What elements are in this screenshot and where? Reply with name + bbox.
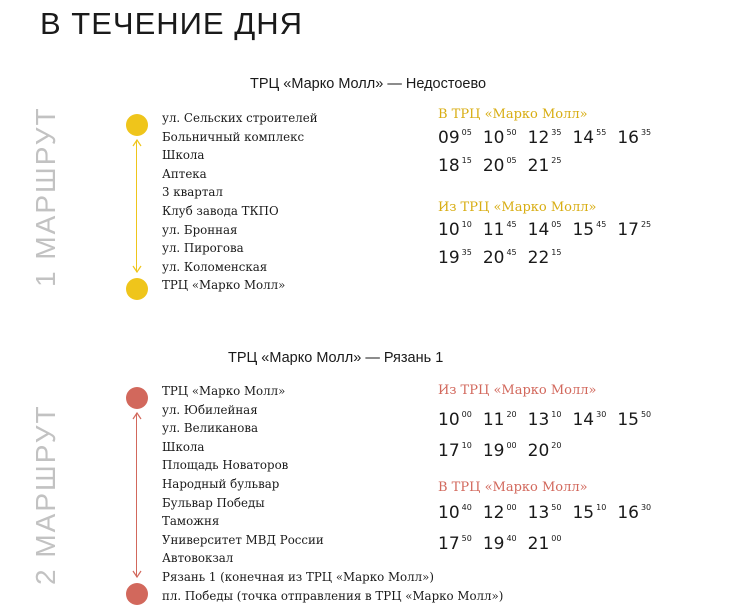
time-minutes: 25 xyxy=(640,220,652,229)
departure-time xyxy=(617,128,651,148)
time-minutes: 45 xyxy=(596,220,607,229)
time-hour: 12 xyxy=(527,128,550,148)
time-hour: 11 xyxy=(482,410,505,430)
route-2-direction-label: В ТРЦ «Марко Молл» xyxy=(438,480,588,495)
time-row xyxy=(438,534,572,554)
departure-time xyxy=(438,156,472,176)
stop-item: ТРЦ «Марко Молл» xyxy=(162,278,286,293)
time-minutes: 45 xyxy=(506,248,517,257)
route-1-label: 1 МАРШРУТ xyxy=(30,106,61,287)
time-hour: 15 xyxy=(572,503,595,523)
time-hour: 11 xyxy=(482,220,505,240)
time-hour: 17 xyxy=(438,441,460,461)
time-row xyxy=(438,503,662,523)
departure-time xyxy=(438,248,472,268)
departure-time xyxy=(483,410,517,430)
departure-time xyxy=(572,410,606,430)
route-1-start-dot xyxy=(126,114,148,136)
stop-item: ул. Великанова xyxy=(162,421,258,436)
time-hour: 17 xyxy=(617,220,639,240)
stop-item: Университет МВД России xyxy=(162,532,324,547)
stop-item: Автовокзал xyxy=(162,551,234,566)
time-hour: 19 xyxy=(482,534,505,554)
departure-time xyxy=(528,503,562,523)
stop-item: ТРЦ «Марко Молл» xyxy=(162,384,286,398)
arrow-down-icon xyxy=(132,570,142,578)
time-hour: 22 xyxy=(527,248,550,268)
stop-item: Аптека xyxy=(162,166,207,181)
time-minutes: 10 xyxy=(461,441,472,450)
route-2-end-dot xyxy=(126,583,148,605)
time-minutes: 05 xyxy=(461,128,472,137)
time-hour: 13 xyxy=(527,410,550,430)
departure-time xyxy=(528,220,562,240)
departure-time xyxy=(483,534,517,554)
stop-item: Бульвар Победы xyxy=(162,495,265,510)
time-minutes: 45 xyxy=(506,220,517,229)
stop-item: 3 квартал xyxy=(162,185,223,200)
time-minutes: 05 xyxy=(506,156,517,165)
route-1-title: ТРЦ «Марко Молл» — Недостоево xyxy=(250,76,487,92)
time-minutes: 20 xyxy=(506,410,517,419)
route-2-start-dot xyxy=(126,387,148,409)
time-minutes: 40 xyxy=(506,534,517,543)
time-minutes: 50 xyxy=(461,534,472,543)
stop-item: Таможня xyxy=(162,514,220,529)
time-hour: 10 xyxy=(438,220,460,240)
departure-time xyxy=(572,128,606,148)
stop-item: Школа xyxy=(162,439,205,454)
time-row xyxy=(438,128,662,148)
time-minutes: 10 xyxy=(551,410,562,419)
stop-item: Рязань 1 (конечная из ТРЦ «Марко Молл») xyxy=(162,569,434,584)
departure-time xyxy=(528,128,562,148)
stop-item: Больничный комплекс xyxy=(162,129,305,144)
departure-time xyxy=(438,128,472,148)
stop-item: ул. Бронная xyxy=(162,222,238,237)
time-minutes: 00 xyxy=(551,534,562,543)
route-2-direction-label: Из ТРЦ «Марко Молл» xyxy=(438,383,597,398)
departure-time xyxy=(483,248,517,268)
route-1-stop-list xyxy=(162,109,318,295)
departure-time xyxy=(528,156,562,176)
departure-time xyxy=(438,220,472,240)
time-minutes: 00 xyxy=(461,410,472,419)
route-1-direction-label: В ТРЦ «Марко Молл» xyxy=(438,107,588,122)
time-row xyxy=(438,220,662,240)
departure-time xyxy=(528,534,562,554)
time-hour: 10 xyxy=(438,410,460,430)
time-minutes: 30 xyxy=(596,410,607,419)
time-hour: 14 xyxy=(572,128,595,148)
time-hour: 10 xyxy=(482,128,505,148)
page-heading: В ТЕЧЕНИЕ ДНЯ xyxy=(40,6,303,41)
time-hour: 15 xyxy=(617,410,639,430)
time-hour: 21 xyxy=(527,156,550,176)
departure-time xyxy=(528,410,562,430)
departure-time xyxy=(617,220,651,240)
arrow-down-icon xyxy=(132,265,142,273)
departure-time xyxy=(438,534,472,554)
time-minutes: 20 xyxy=(551,441,562,450)
time-hour: 16 xyxy=(617,503,639,523)
departure-time xyxy=(572,220,606,240)
time-hour: 19 xyxy=(438,248,460,268)
departure-time xyxy=(483,156,517,176)
time-row xyxy=(438,410,662,430)
time-row xyxy=(438,156,572,176)
stop-item: ул. Пирогова xyxy=(162,241,244,256)
route-2-line xyxy=(136,413,137,577)
departure-time xyxy=(483,128,517,148)
time-hour: 20 xyxy=(482,248,505,268)
time-hour: 21 xyxy=(527,534,550,554)
time-minutes: 35 xyxy=(640,128,652,137)
time-hour: 19 xyxy=(482,441,505,461)
time-hour: 13 xyxy=(527,503,550,523)
time-minutes: 10 xyxy=(461,220,472,229)
departure-time xyxy=(617,503,651,523)
time-hour: 20 xyxy=(482,156,505,176)
time-hour: 16 xyxy=(617,128,639,148)
time-hour: 10 xyxy=(438,503,460,523)
route-1-line xyxy=(136,140,137,272)
stop-item: Народный бульвар xyxy=(162,476,280,491)
stop-item: Клуб завода ТКПО xyxy=(162,203,279,218)
stop-item: ул. Юбилейная xyxy=(162,402,258,417)
time-minutes: 35 xyxy=(551,128,562,137)
time-minutes: 15 xyxy=(461,156,472,165)
route-2-label: 2 МАРШРУТ xyxy=(30,404,61,585)
departure-time xyxy=(528,248,562,268)
time-minutes: 50 xyxy=(640,410,652,419)
stop-item: Школа xyxy=(162,148,205,163)
time-hour: 18 xyxy=(438,156,460,176)
departure-time xyxy=(483,441,517,461)
time-hour: 09 xyxy=(438,128,460,148)
departure-time xyxy=(528,441,562,461)
time-hour: 20 xyxy=(527,441,550,461)
time-minutes: 15 xyxy=(551,248,562,257)
time-minutes: 25 xyxy=(551,156,562,165)
time-minutes: 30 xyxy=(640,503,652,512)
route-1-direction-label: Из ТРЦ «Марко Молл» xyxy=(438,200,597,215)
stop-item: пл. Победы (точка отправления в ТРЦ «Марко Молл») xyxy=(162,588,504,603)
time-minutes: 00 xyxy=(506,503,517,512)
time-hour: 14 xyxy=(572,410,595,430)
stop-item: ул. Сельских строителей xyxy=(162,111,318,125)
time-minutes: 55 xyxy=(596,128,607,137)
time-row xyxy=(438,441,572,461)
time-hour: 12 xyxy=(482,503,505,523)
time-minutes: 10 xyxy=(596,503,607,512)
time-hour: 17 xyxy=(438,534,460,554)
time-hour: 14 xyxy=(527,220,550,240)
time-minutes: 50 xyxy=(506,128,517,137)
departure-time xyxy=(572,503,606,523)
time-minutes: 00 xyxy=(506,441,517,450)
departure-time xyxy=(438,441,472,461)
departure-time xyxy=(438,410,472,430)
time-minutes: 40 xyxy=(461,503,472,512)
departure-time xyxy=(483,220,517,240)
departure-time xyxy=(438,503,472,523)
route-1-end-dot xyxy=(126,278,148,300)
stop-item: Площадь Новаторов xyxy=(162,458,289,473)
time-minutes: 05 xyxy=(551,220,562,229)
departure-time xyxy=(483,503,517,523)
time-minutes: 35 xyxy=(461,248,472,257)
time-row xyxy=(438,248,572,268)
departure-time xyxy=(617,410,651,430)
stop-item: ул. Коломенская xyxy=(162,259,268,274)
time-minutes: 50 xyxy=(551,503,562,512)
route-2-title: ТРЦ «Марко Молл» — Рязань 1 xyxy=(228,350,444,366)
time-hour: 15 xyxy=(572,220,595,240)
